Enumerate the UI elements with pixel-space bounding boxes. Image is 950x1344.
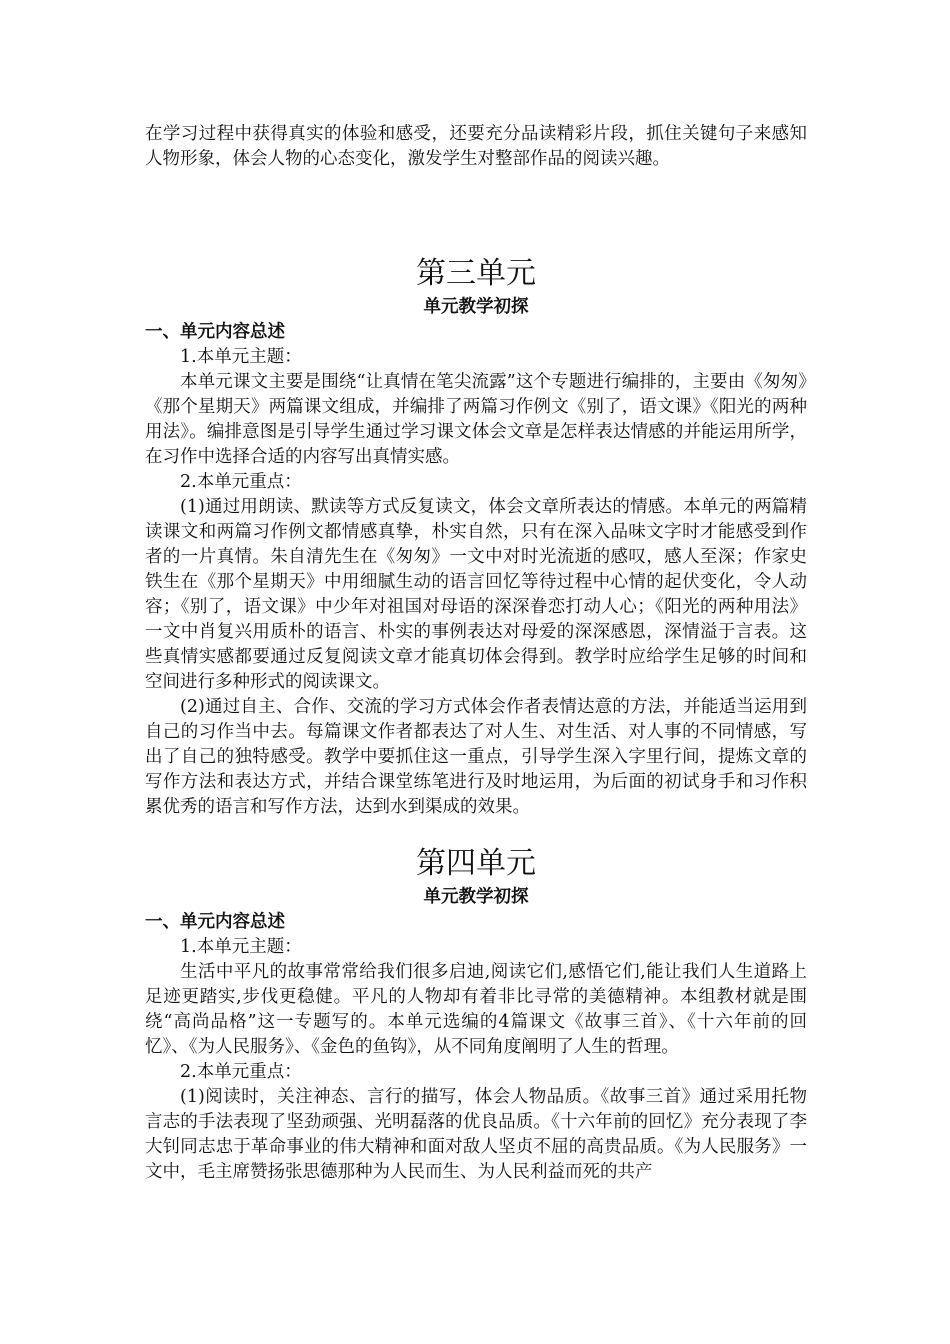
unit3-focus-label: 2.本单元重点： (180, 472, 302, 492)
unit3-theme-text: 本单元课文主要是围绕“让真情在笔尖流露”这个专题进行编排的，主要由《匆匆》《那个星期天》两篇课文组成，并编排了两篇习作例文《别了，语文课》《阳光的两种用法》。编排意图是引导学生通过学习课文体会文章是怎样表达情感的并能运用所学，在习作中选择合适的内容写出真情实感。 (145, 372, 807, 467)
unit3-focus-1: (1)通过用朗读、默读等方式反复读文，体会文章所表达的情感。本单元的两篇精读课文和两篇习作例文都情感真挚，朴实自然，只有在深入品味文字时才能感受到作者的一片真情。朱自清先生在《匆匆》一文中对时光流逝的感叹，感人至深；作家史铁生在《那个星期天》中用细腻生动的语言回忆等待过程中心情的起伏变化，令人动容；《别了，语文课》中少年对祖国对母语的深深眷恋打动人心；《阳光的两种用法》一文中肖复兴用质朴的语言、朴实的事例表达对母爱的深深感恩，深情溢于言表。这些真情实感都要通过反复阅读文章才能真切体会得到。教学时应给学生足够的时间和空间进行多种形式的阅读课文。 (145, 497, 807, 692)
unit3-section-heading: 一、单元内容总述 (145, 322, 285, 342)
unit4-title: 第四单元 (416, 846, 536, 881)
intro-paragraph: 在学习过程中获得真实的体验和感受，还要充分品读精彩片段，抓住关键句子来感知人物形象，体会人物的心态变化，激发学生对整部作品的阅读兴趣。 (145, 124, 807, 169)
unit4-section-heading: 一、单元内容总述 (145, 912, 285, 932)
spacer (145, 172, 807, 254)
unit3-focus-2: (2)通过自主、合作、交流的学习方式体会作者表情达意的方法，并能适当运用到自己的习作当中去。每篇课文作者都表达了对人生、对生活、对人事的不同情感，写出了自己的独特感受。教学中要抓住这一重点，引导学生深入字里行间，提炼文章的写作方法和表达方式，并结合课堂练笔进行及时地运用，为后面的初试身手和习作积累优秀的语言和写作方法，达到水到渠成的效果。 (145, 697, 807, 817)
unit4-focus-label: 2.本单元重点： (180, 1062, 302, 1082)
unit3-theme-label: 1.本单元主题： (180, 347, 302, 367)
unit4-theme-text: 生活中平凡的故事常常给我们很多启迪,阅读它们,感悟它们,能让我们人生道路上足迹更踏实,步伐更稳健。平凡的人物却有着非比寻常的美德精神。本组教材就是围绕“高尚品格”这一专题写的。本单元选编的4篇课文《故事三首》、《十六年前的回忆》、《为人民服务》、《金色的鱼钩》，从不同角度阐明了人生的哲理。 (145, 962, 807, 1057)
spacer (145, 820, 807, 844)
unit3-subtitle: 单元教学初探 (423, 297, 529, 317)
unit3-title: 第三单元 (416, 256, 536, 291)
unit4-theme-label: 1.本单元主题： (180, 937, 302, 957)
unit4-focus-1: (1)阅读时，关注神态、言行的描写，体会人物品质。《故事三首》通过采用托物言志的手法表现了坚劲顽强、光明磊落的优良品质。《十六年前的回忆》充分表现了李大钊同志忠于革命事业的伟大精神和面对敌人坚贞不屈的高贵品质。《为人民服务》一文中，毛主席赞扬张思德那种为人民而生、为人民利益而死的共产 (145, 1087, 807, 1182)
unit4-subtitle: 单元教学初探 (423, 887, 529, 907)
document-page (145, 122, 807, 1185)
